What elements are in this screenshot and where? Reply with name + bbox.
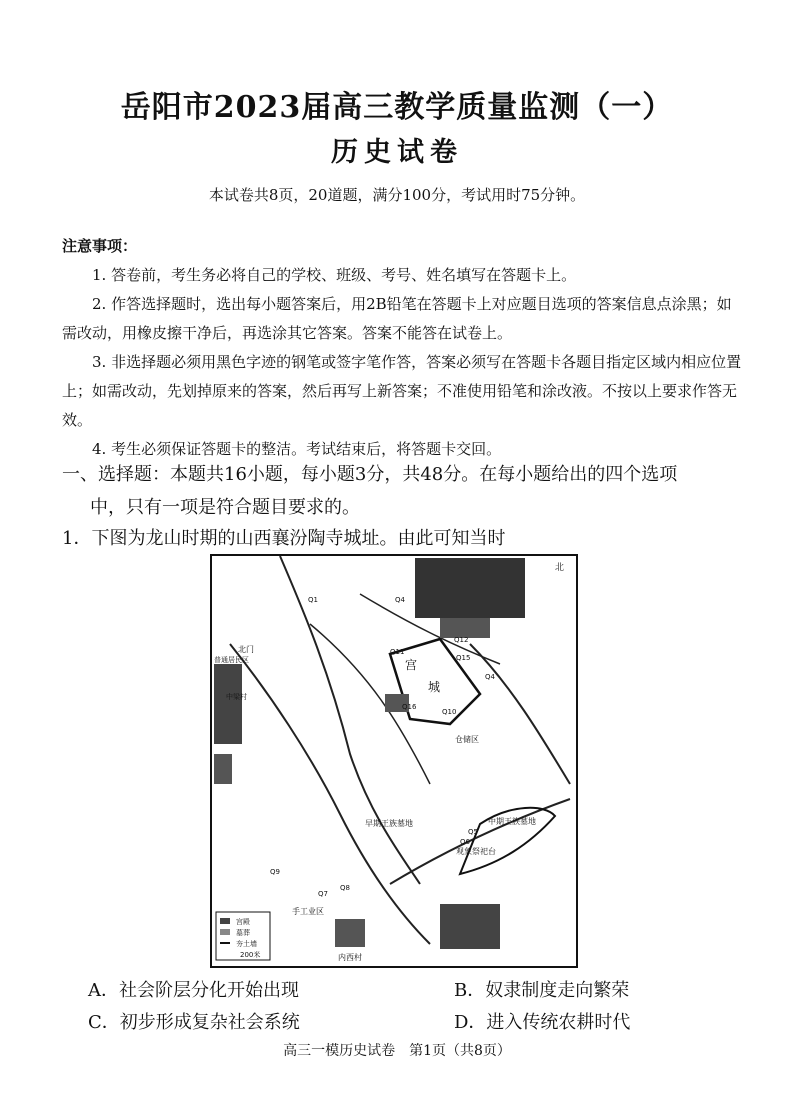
map-label: Q5 <box>468 828 478 836</box>
map-label: 观象祭祀台 <box>456 847 496 856</box>
section-line: 一、选择题：本题共16小题，每小题3分，共48分。在每小题给出的四个选项 <box>62 464 678 485</box>
map-label: Q4 <box>485 673 495 681</box>
notice-item: 1. 答卷前，考生务必将自己的学校、班级、考号、姓名填写在答题卡上。 <box>92 266 577 284</box>
map-label: Q6 <box>460 838 470 846</box>
section-line: 中，只有一项是符合题目要求的。 <box>90 497 360 518</box>
question-stem: 1．下图为龙山时期的山西襄汾陶寺城址。由此可知当时 <box>62 528 506 549</box>
map-label: Q4 <box>395 596 405 604</box>
notice-block <box>62 232 742 464</box>
map-label: Q12 <box>454 636 469 644</box>
map-label: 仓储区 <box>455 735 479 744</box>
map-label: 普通居民区 <box>214 656 249 664</box>
map-label: 城 <box>428 680 441 694</box>
map-label: 手工业区 <box>292 907 324 916</box>
map-label: 宫 <box>405 658 418 672</box>
option-b[interactable]: B．奴隶制度走向繁荣 <box>454 980 630 1001</box>
map-label: Q8 <box>340 884 350 892</box>
notice-item: 2. 作答选择题时，选出每小题答案后，用2B铅笔在答题卡上对应题目选项的答案信息点涂黑；如需改动，用橡皮擦干净后，再选涂其它答案。答案不能答在试卷上。 <box>62 295 732 342</box>
map-label: 北 <box>555 563 565 573</box>
notice-heading: 注意事项： <box>62 237 138 255</box>
settlement-block <box>214 664 242 744</box>
page-footer: 高三一模历史试卷 第1页（共8页） <box>283 1043 511 1059</box>
subject-title: 历史试卷 <box>331 137 463 168</box>
option-d[interactable]: D．进入传统农耕时代 <box>454 1012 631 1033</box>
map-label: Q10 <box>442 708 457 716</box>
option-a[interactable]: A．社会阶层分化开始出现 <box>88 980 299 1001</box>
legend-item: 夯土墙 <box>236 940 257 948</box>
map-label: 早期王族墓地 <box>365 819 413 828</box>
legend-swatch <box>220 929 230 935</box>
settlement-block <box>440 904 500 949</box>
map-label: Q16 <box>402 703 417 711</box>
map-label: 内西村 <box>338 953 362 962</box>
section-heading <box>62 458 752 524</box>
exam-title: 岳阳市2023届高三教学质量监测（一） <box>120 90 674 125</box>
legend-swatch <box>220 918 230 924</box>
map-scale: 200米 <box>240 951 261 959</box>
settlement-block <box>335 919 365 947</box>
map-label: Q15 <box>456 654 471 662</box>
taosi-site-map <box>210 554 578 968</box>
map-label: Q9 <box>270 868 280 876</box>
map-label: 北门 <box>238 645 254 654</box>
map-label: 中期王族墓地 <box>488 817 536 826</box>
notice-item: 4. 考生必须保证答题卡的整洁。考试结束后，将答题卡交回。 <box>92 440 502 458</box>
option-c[interactable]: C．初步形成复杂社会系统 <box>88 1012 300 1033</box>
map-label: Q1 <box>308 596 318 604</box>
map-label: Q7 <box>318 890 328 898</box>
map-label: Q11 <box>390 648 405 656</box>
legend-item: 宫殿 <box>236 918 250 926</box>
exam-meta: 本试卷共8页，20道题，满分100分，考试用时75分钟。 <box>208 186 586 204</box>
settlement-block <box>440 618 490 638</box>
notice-item: 3. 非选择题必须用黑色字迹的钢笔或签字笔作答，答案必须写在答题卡各题目指定区域内相应位置上；如需改动，先划掉原来的答案，然后再写上新答案；不准使用铅笔和涂改液。不按以上要求作答无效。 <box>62 353 742 429</box>
map-label: 中梁村 <box>226 693 247 701</box>
settlement-block <box>214 754 232 784</box>
settlement-block <box>415 558 525 618</box>
legend-item: 墓葬 <box>236 929 250 937</box>
